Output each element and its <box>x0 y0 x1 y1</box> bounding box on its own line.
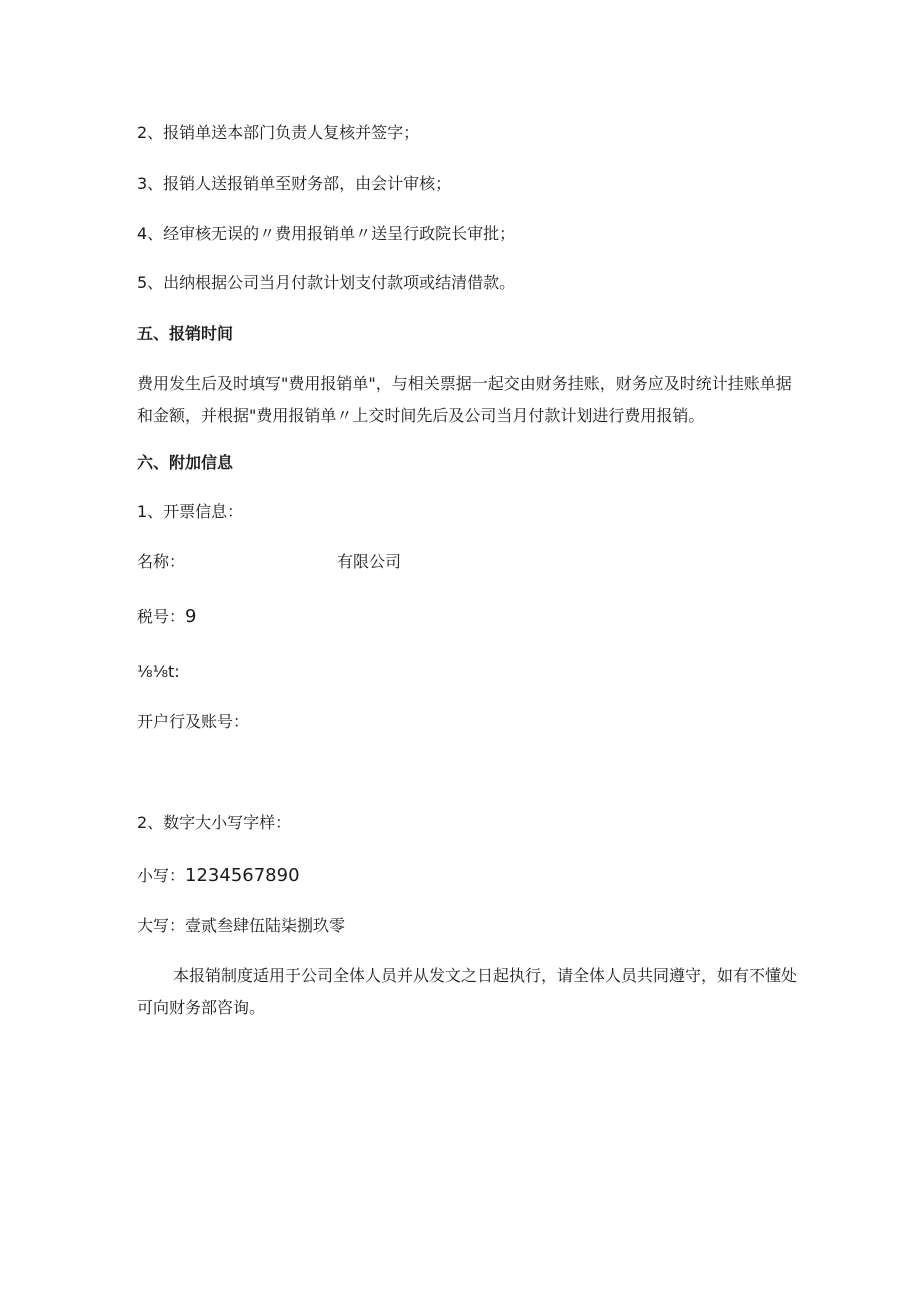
tax-number-label: 税号： <box>137 607 186 626</box>
invoice-info-title: 1、开票信息： <box>137 502 244 521</box>
step-2: 2、报销单送本部门负责人复核并签字； <box>137 123 420 142</box>
company-name-value: 有限公司 <box>337 552 402 571</box>
closing-paragraph: 本报销制度适用于公司全体人员并从发文之日起执行，请全体人员共同遵守，如有不懂处可向财务部咨询。 <box>137 966 798 1017</box>
bank-account-label: 开户行及账号： <box>137 712 250 731</box>
lowercase-value: 1234567890 <box>185 865 300 886</box>
lowercase-numerals-row <box>137 866 300 886</box>
tax-number-row <box>137 607 196 627</box>
garbled-field-label: ⅛⅛t: <box>137 662 180 681</box>
step-4: 4、经审核无误的〃费用报销单〃送呈行政院长审批； <box>137 224 516 243</box>
step-5: 5、出纳根据公司当月付款计划支付款项或结清借款。 <box>137 273 516 292</box>
uppercase-value: 壹贰叁肆伍陆柒捌玖零 <box>185 916 346 935</box>
lowercase-label: 小写： <box>137 866 186 885</box>
reimbursement-time-paragraph: 费用发生后及时填写"费用报销单"，与相关票据一起交由财务挂账，财务应及时统计挂账单据和金额，并根据"费用报销单〃上交时间先后及公司当月付款计划进行费用报销。 <box>137 374 792 425</box>
section-heading-reimbursement-time: 五、报销时间 <box>137 324 234 343</box>
company-name-row <box>137 552 401 572</box>
company-name-label: 名称： <box>137 552 186 571</box>
tax-number-value: 9 <box>185 606 197 627</box>
uppercase-numerals-row <box>137 916 345 936</box>
section-heading-additional-info: 六、附加信息 <box>137 453 234 472</box>
numerals-title: 2、数字大小写字样： <box>137 813 292 832</box>
step-3: 3、报销人送报销单至财务部，由会计审核； <box>137 174 452 193</box>
uppercase-label: 大写： <box>137 916 186 935</box>
